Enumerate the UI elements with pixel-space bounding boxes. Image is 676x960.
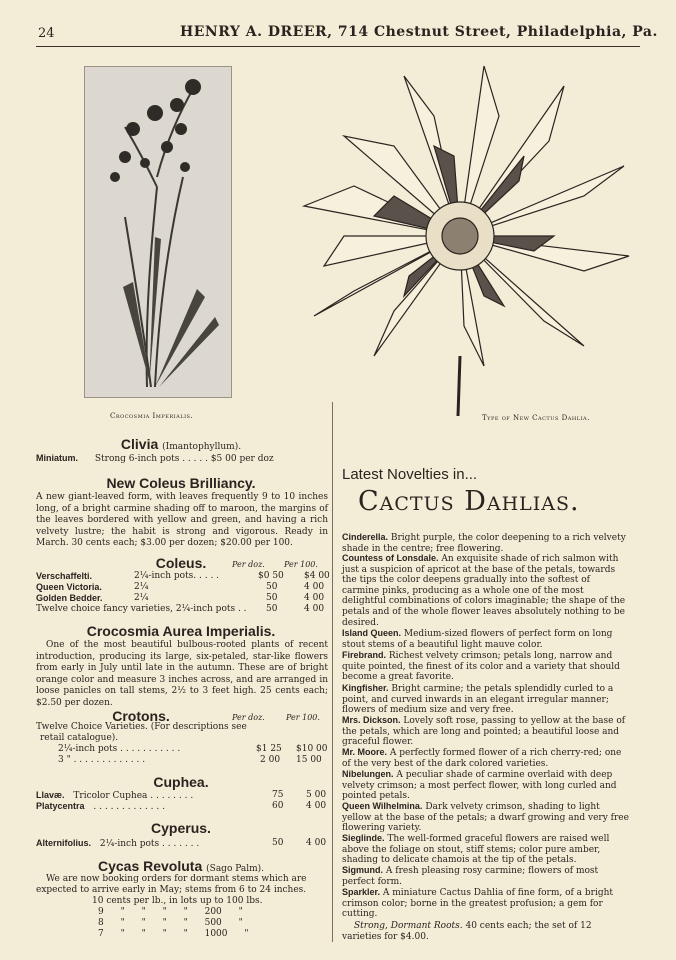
dahlia-desc: The well-formed graceful flowers are raised well above the foliage on stout, stiff stems; color pure amber, shading to delicate chamois at the tip of the petals. xyxy=(342,834,610,866)
dahlia-name: Mrs. Dickson. xyxy=(342,715,401,725)
coleus-name: Verschaffelti. xyxy=(36,571,93,581)
cuphea-desc: Tricolor Cuphea . . . . . . . . xyxy=(73,791,194,801)
cyperus-price-doz: 50 xyxy=(272,838,284,848)
crocosmia-text: One of the most beautiful bulbous-rooted plants of recent introduction, producing its large, six-petaled, star-like flowers from early in July until late in the autumn. These are of bright orange color and measure 3 inches across, and are arranged in loose panicles on tall stems, 2½ to 3 feet high. 25 cents each; $2.50 per dozen. xyxy=(36,640,328,708)
crocosmia-title: Crocosmia Aurea Imperialis. xyxy=(86,623,276,639)
coleus-price-100: 4 00 xyxy=(304,593,325,603)
cuphea-price-100: 4 00 xyxy=(306,801,327,811)
crotons-price-doz: 2 00 xyxy=(260,755,281,765)
coleus-title: Coleus. xyxy=(155,555,207,571)
cyperus-title: Cyperus. xyxy=(151,820,211,836)
page-header: HENRY A. DREER, 714 Chestnut Street, Philadelphia, Pa. xyxy=(180,24,658,40)
dahlia-entry xyxy=(342,553,630,628)
page-number: 24 xyxy=(38,26,55,41)
crotons-col1: Per doz. xyxy=(232,713,265,722)
coleus-price-doz: 50 xyxy=(266,604,278,614)
dahlia-desc: A perfectly formed flower of a rich cherry-red; one of the very best of the dark colored varieties. xyxy=(342,748,622,769)
coleus-price-doz: $0 50 xyxy=(258,571,284,581)
dahlia-name: Sigmund. xyxy=(342,865,383,875)
dahlias-heading2: Cactus Dahlias. xyxy=(358,486,580,517)
coleus-col2: Per 100. xyxy=(284,560,318,569)
cyperus-name: Alternifolius. xyxy=(36,838,92,848)
crotons-size: 2¼-inch pots . . . . . . . . . . . xyxy=(58,744,181,754)
dahlia-entry xyxy=(342,887,630,921)
crocosmia-illustration xyxy=(84,66,232,398)
cuphea-name: Platycentra xyxy=(36,801,85,811)
clivia-name: Miniatum. xyxy=(36,453,78,463)
dahlia-name: Kingfisher. xyxy=(342,683,389,693)
dahlia-footer xyxy=(342,921,630,942)
dahlia-entry xyxy=(342,833,630,865)
dahlia-name: Countess of Lonsdale. xyxy=(342,553,439,563)
crotons-title: Crotons. xyxy=(112,708,170,724)
dahlia-footer-label: Strong, Dormant Roots. xyxy=(354,921,463,931)
dahlia-name: Nibelungen. xyxy=(342,769,394,779)
dahlia-name: Queen Wilhelmina. xyxy=(342,801,423,811)
dahlia-entry xyxy=(342,769,630,801)
cycas-title: Cycas Revoluta xyxy=(97,858,203,874)
coleus-size: 2¼ xyxy=(134,593,149,603)
cuphea-desc: . . . . . . . . . . . . . xyxy=(93,802,165,812)
dahlia-entry xyxy=(342,747,630,769)
dahlia-desc: Bright purple, the color deepening to a rich velvety shade in the centre; free flowering. xyxy=(342,533,626,554)
dahlia-entry xyxy=(342,683,630,715)
dahlia-desc: A fresh pleasing rosy carmine; flowers of most perfect form. xyxy=(342,866,599,887)
cycas-heading xyxy=(36,858,326,874)
dahlia-footer-text: 40 cents each; the set of 12 varieties for $4.00. xyxy=(342,921,592,942)
cycas-price-row: 7 " " " " 1000 " xyxy=(98,929,249,939)
dahlia-name: Firebrand. xyxy=(342,650,387,660)
cycas-subtitle: (Sago Palm). xyxy=(206,864,265,874)
header-rule xyxy=(36,46,640,47)
cuphea-row xyxy=(36,801,330,813)
dahlia-desc: Dark velvety crimson, shading to light yellow at the base of the petals; a dwarf growing and very free flowering variety. xyxy=(342,802,629,834)
cuphea-price-doz: 60 xyxy=(272,801,284,811)
coleus-price-doz: 50 xyxy=(266,582,278,592)
dahlia-entry xyxy=(342,715,630,747)
crotons-size: 3 " . . . . . . . . . . . . . xyxy=(58,755,146,765)
coleus-price-doz: 50 xyxy=(266,593,278,603)
dahlia-name: Cinderella. xyxy=(342,532,389,542)
dahlia-entry xyxy=(342,865,630,887)
coleus-brilliancy-text: A new giant-leaved form, with leaves frequently 9 to 10 inches long, of a bright carmine shading off to maroon, the margins of the leaves bordered with yellow and green, and having a rich velvety lustre; the habit is strong and vigorous. Ready in March. 30 cents each; $3.00 per dozen; $20.00 per 100. xyxy=(36,492,328,548)
dahlia-name: Sparkler. xyxy=(342,887,381,897)
cyperus-price-100: 4 00 xyxy=(306,838,327,848)
dahlia-desc: Richest velvety crimson; petals long, narrow and quite pointed, the finest of its color and a variety that should become a great favorite. xyxy=(342,651,620,683)
crotons-price-100: 15 00 xyxy=(296,755,322,765)
coleus-price-100: 4 00 xyxy=(304,582,325,592)
cuphea-name: Llavæ. xyxy=(36,790,65,800)
cuphea-title: Cuphea. xyxy=(153,774,209,790)
cycas-line2: expected to arrive early in May; stems from 6 to 24 inches. xyxy=(36,885,307,895)
right-caption: Type of New Cactus Dahlia. xyxy=(482,414,590,422)
crocosmia-drawing xyxy=(85,67,231,397)
clivia-row xyxy=(36,453,274,465)
dahlia-list xyxy=(342,532,630,942)
crotons-price-doz: $1 25 xyxy=(256,744,282,754)
dahlia-desc: Lovely soft rose, passing to yellow at the base of the petals, which are long and pointed; a beautiful loose and graceful flower. xyxy=(342,716,626,748)
dahlia-desc: Bright carmine; the petals splendidly curled to a point, and curved inwards in an elegant irregular manner; flowers of medium size and very free. xyxy=(342,684,614,716)
column-divider xyxy=(332,402,333,942)
clivia-subtitle: (Imantophyllum). xyxy=(162,442,242,452)
crotons-col2: Per 100. xyxy=(286,713,320,722)
coleus-row xyxy=(36,604,330,615)
coleus-name: Queen Victoria. xyxy=(36,582,102,592)
crotons-line1: Twelve Choice Varieties. (For descriptions see xyxy=(36,722,247,732)
cycas-line1: We are now booking orders for dormant stems which are xyxy=(46,874,307,884)
dahlia-name: Island Queen. xyxy=(342,628,402,638)
cuphea-price-100: 5 00 xyxy=(306,790,327,800)
crotons-price-100: $10 00 xyxy=(296,744,328,754)
dahlia-name: Mr. Moore. xyxy=(342,747,388,757)
left-caption: Crocosmia Imperialis. xyxy=(110,412,194,420)
clivia-desc: Strong 6-inch pots . . . . . $5 00 per doz xyxy=(94,454,274,464)
coleus-price-100: $4 00 xyxy=(304,571,330,581)
crotons-row xyxy=(58,744,330,755)
cycas-price-row: 10 cents per lb., in lots up to 100 lbs. xyxy=(92,896,263,906)
coleus-name: Twelve choice fancy varieties, 2¼-inch pots . . xyxy=(36,604,247,614)
dahlia-desc: An exquisite shade of rich salmon with just a suspicion of apricot at the base of the petals, towards the tips the color deepens gradually into the softest of carmine pinks, producing as a whole one of the most delightful combinations of colors imaginable; the shape of the petals and of the whole flower leaves absolutely nothing to be desired. xyxy=(342,554,626,628)
dahlia-desc: Medium-sized flowers of perfect form on long stout stems of a beautiful light mauve color. xyxy=(342,629,613,650)
crotons-row xyxy=(58,755,330,766)
dahlias-heading1: Latest Novelties in... xyxy=(342,466,478,483)
clivia-heading xyxy=(36,436,326,452)
coleus-price-100: 4 00 xyxy=(304,604,325,614)
dahlia-desc: A miniature Cactus Dahlia of fine form, of a bright crimson color; borne in the greatest profusion; a gem for cutting. xyxy=(342,888,614,920)
dahlia-entry xyxy=(342,650,630,683)
dahlia-desc: A peculiar shade of carmine overlaid with deep velvety crimson; a most perfect flower, with long curled and pointed petals. xyxy=(342,770,617,802)
cycas-price-row: 8 " " " " 500 " xyxy=(98,918,243,928)
crotons-line2: retail catalogue). xyxy=(40,733,119,743)
coleus-name: Golden Bedder. xyxy=(36,593,103,603)
coleus-brilliancy-title: New Coleus Brilliancy. xyxy=(106,475,256,491)
dahlia-name: Sieglinde. xyxy=(342,833,385,843)
dahlia-entry xyxy=(342,628,630,650)
coleus-size: 2¼ xyxy=(134,582,149,592)
dahlia-entry xyxy=(342,532,630,553)
cyperus-row xyxy=(36,838,330,850)
coleus-col1: Per doz. xyxy=(232,560,265,569)
cyperus-desc: 2¼-inch pots . . . . . . . xyxy=(99,839,200,849)
dahlia-entry xyxy=(342,801,630,833)
cuphea-price-doz: 75 xyxy=(272,790,284,800)
coleus-size: 2¼-inch pots. . . . . xyxy=(134,571,220,581)
dahlia-drawing xyxy=(284,56,636,416)
cycas-price-row: 9 " " " " 200 " xyxy=(98,907,243,917)
clivia-title: Clivia xyxy=(120,436,159,452)
dahlia-illustration xyxy=(284,56,636,416)
